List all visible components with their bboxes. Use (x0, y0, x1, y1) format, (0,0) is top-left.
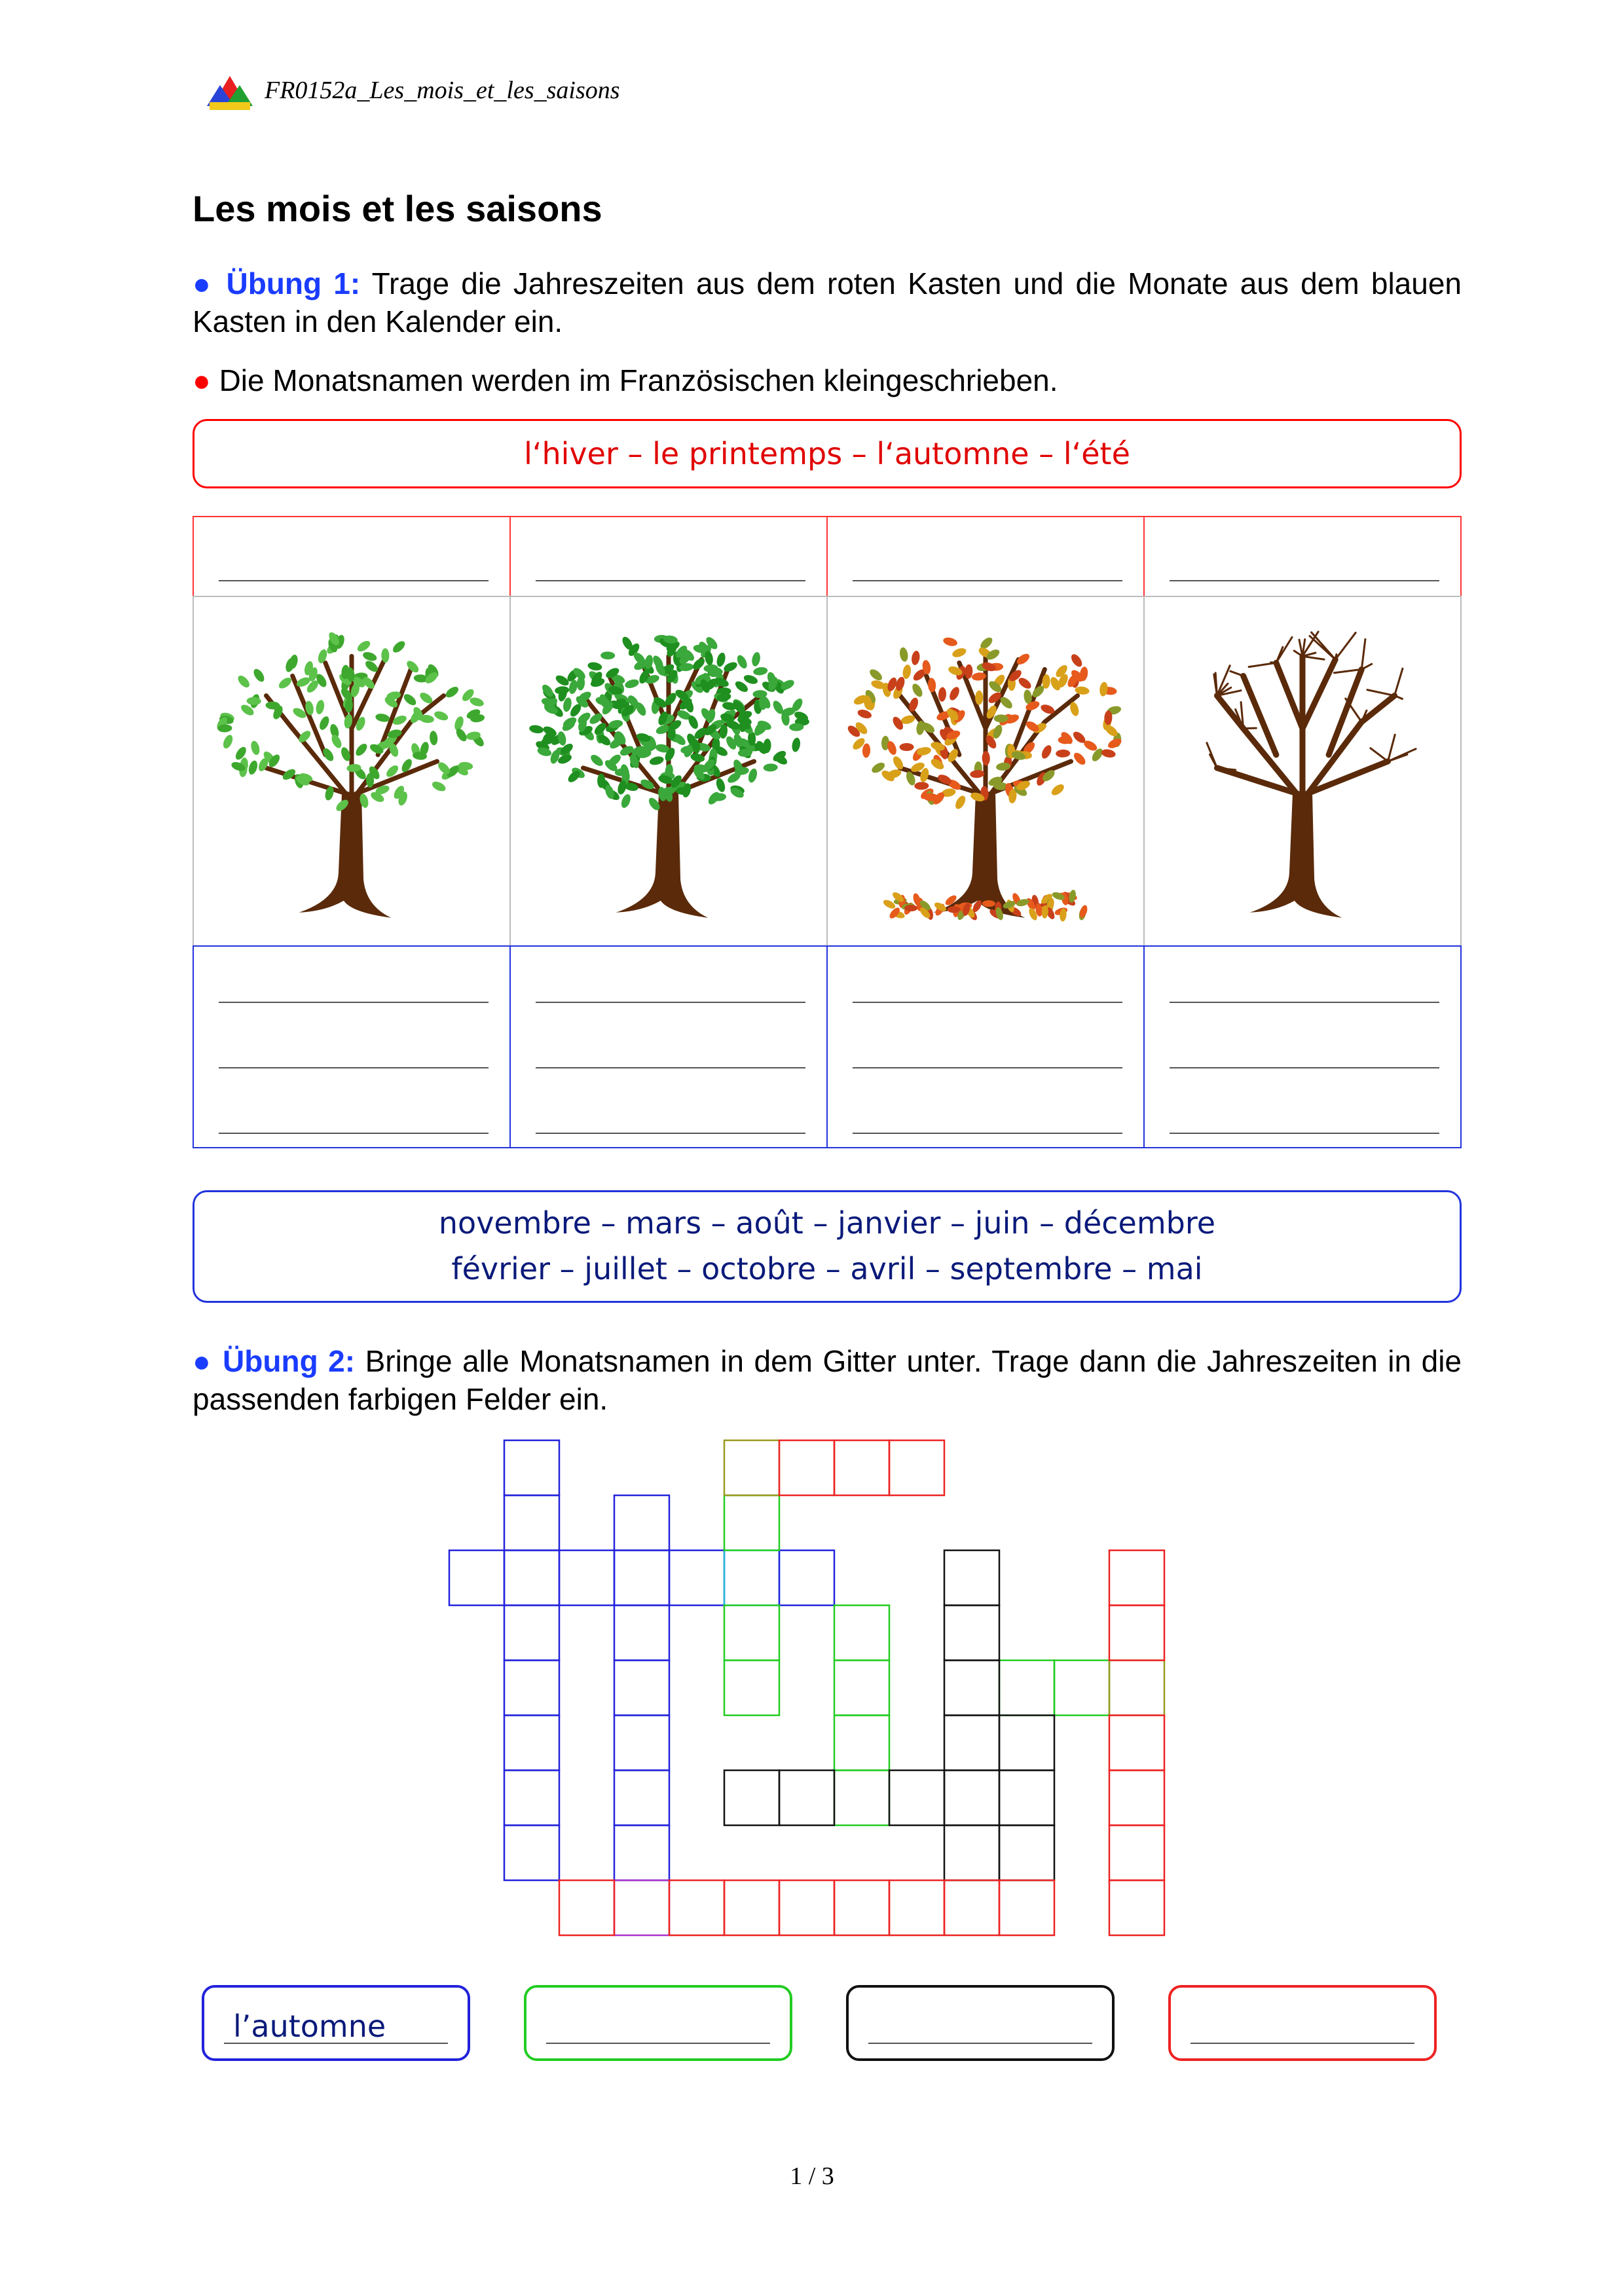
grid-cell[interactable] (1109, 1715, 1164, 1770)
grid-cell[interactable] (999, 1660, 1054, 1715)
grid-cell[interactable] (724, 1880, 779, 1935)
tree-cell (1143, 596, 1462, 947)
grid-cell[interactable] (779, 1440, 834, 1495)
grid-cell[interactable] (724, 1770, 779, 1825)
season-answer-value: l’automne (233, 2009, 386, 2044)
exercise-1-text: Trage die Jahreszeiten aus dem roten Kasten und die Monate aus dem blauen Kasten in den Kalender ein. (193, 266, 1462, 338)
lowercase-note-text: Die Monatsnamen werden im Französischen kleingeschrieben. (210, 363, 1058, 397)
grid-cell[interactable] (614, 1550, 669, 1605)
season-answer-box-red[interactable] (1168, 1985, 1437, 2061)
publisher-logo-icon (207, 73, 253, 113)
grid-cell[interactable] (999, 1770, 1054, 1825)
season-calendar (193, 516, 1463, 1148)
grid-cell[interactable] (1109, 1605, 1164, 1660)
grid-cell[interactable] (834, 1605, 889, 1660)
grid-cell[interactable] (999, 1880, 1054, 1935)
bullet-icon: ● (193, 1344, 213, 1378)
grid-cell[interactable] (614, 1605, 669, 1660)
months-cell[interactable] (509, 945, 828, 1148)
grid-cell[interactable] (559, 1550, 614, 1605)
grid-cell[interactable] (504, 1605, 559, 1660)
lowercase-note (193, 361, 1462, 399)
grid-cell[interactable] (504, 1825, 559, 1880)
months-cell[interactable] (193, 945, 511, 1148)
season-cell[interactable] (1143, 516, 1462, 597)
grid-cell[interactable] (944, 1715, 999, 1770)
grid-cell[interactable] (724, 1605, 779, 1660)
grid-cell[interactable] (944, 1605, 999, 1660)
page-title: Les mois et les saisons (193, 188, 602, 229)
grid-cell[interactable] (889, 1440, 944, 1495)
grid-cell[interactable] (724, 1550, 779, 1605)
spring-tree-icon (194, 597, 509, 945)
grid-cell[interactable] (1109, 1825, 1164, 1880)
season-cell[interactable] (509, 516, 828, 597)
grid-cell[interactable] (614, 1770, 669, 1825)
grid-cell[interactable] (889, 1880, 944, 1935)
exercise-1-instruction (193, 264, 1462, 340)
grid-cell[interactable] (669, 1880, 724, 1935)
grid-cell[interactable] (1109, 1880, 1164, 1935)
page-number: 1 / 3 (790, 2162, 834, 2190)
months-line-2: février – juillet – octobre – avril – septembre – mai (451, 1251, 1203, 1286)
grid-cell[interactable] (944, 1550, 999, 1605)
grid-cell[interactable] (504, 1495, 559, 1550)
months-word-box (193, 1190, 1462, 1303)
grid-cell[interactable] (999, 1715, 1054, 1770)
grid-cell[interactable] (614, 1495, 669, 1550)
grid-cell[interactable] (559, 1880, 614, 1935)
grid-cell[interactable] (779, 1770, 834, 1825)
tree-cell (826, 596, 1145, 947)
exercise-2-instruction (193, 1342, 1462, 1418)
season-cell[interactable] (826, 516, 1145, 597)
season-answer-box-black[interactable] (846, 1985, 1115, 2061)
grid-cell[interactable] (504, 1715, 559, 1770)
grid-cell[interactable] (504, 1770, 559, 1825)
grid-cell[interactable] (889, 1770, 944, 1825)
grid-cell[interactable] (944, 1825, 999, 1880)
grid-cell[interactable] (504, 1440, 559, 1495)
grid-cell[interactable] (724, 1660, 779, 1715)
tree-cell (509, 596, 828, 947)
document-id: FR0152a_Les_mois_et_les_saisons (265, 77, 620, 104)
season-cell[interactable] (193, 516, 511, 597)
grid-cell[interactable] (999, 1825, 1054, 1880)
grid-cell[interactable] (614, 1660, 669, 1715)
season-answer-box-blue[interactable] (202, 1985, 470, 2061)
seasons-word-box: l‘hiver – le printemps – l‘automne – l‘été (193, 419, 1462, 488)
grid-cell[interactable] (834, 1880, 889, 1935)
summer-tree-icon (511, 597, 826, 945)
grid-cell[interactable] (944, 1770, 999, 1825)
autumn-tree-icon (828, 597, 1143, 945)
grid-cell[interactable] (504, 1660, 559, 1715)
bullet-icon: ● (193, 363, 211, 397)
grid-cell[interactable] (834, 1715, 889, 1770)
grid-cell[interactable] (834, 1440, 889, 1495)
exercise-1-label: Übung 1: (226, 266, 361, 301)
grid-cell[interactable] (614, 1715, 669, 1770)
grid-cell[interactable] (944, 1880, 999, 1935)
grid-cell[interactable] (834, 1660, 889, 1715)
winter-tree-icon (1145, 597, 1460, 945)
exercise-2-text: Bringe alle Monatsnamen in dem Gitter unter. Trage dann die Jahreszeiten in die passenden farbigen Felder ein. (193, 1344, 1462, 1416)
bullet-icon: ● (193, 266, 215, 301)
grid-cell[interactable] (1054, 1660, 1109, 1715)
grid-cell[interactable] (1109, 1770, 1164, 1825)
grid-cell[interactable] (944, 1660, 999, 1715)
grid-cell[interactable] (614, 1825, 669, 1880)
grid-cell[interactable] (779, 1880, 834, 1935)
months-cell[interactable] (826, 945, 1145, 1148)
grid-cell[interactable] (449, 1550, 504, 1605)
grid-cell[interactable] (834, 1770, 889, 1825)
grid-cell[interactable] (1109, 1550, 1164, 1605)
grid-cell[interactable] (1109, 1660, 1164, 1715)
grid-cell[interactable] (779, 1550, 834, 1605)
grid-cell[interactable] (724, 1495, 779, 1550)
grid-cell[interactable] (504, 1550, 559, 1605)
grid-cell[interactable] (669, 1550, 724, 1605)
months-line-1: novembre – mars – août – janvier – juin – décembre (438, 1205, 1216, 1241)
grid-cell[interactable] (614, 1880, 669, 1935)
months-cell[interactable] (1143, 945, 1462, 1148)
grid-cell[interactable] (724, 1440, 779, 1495)
season-answer-box-green[interactable] (524, 1985, 792, 2061)
exercise-2-label: Übung 2: (223, 1344, 356, 1378)
tree-cell (193, 596, 511, 947)
